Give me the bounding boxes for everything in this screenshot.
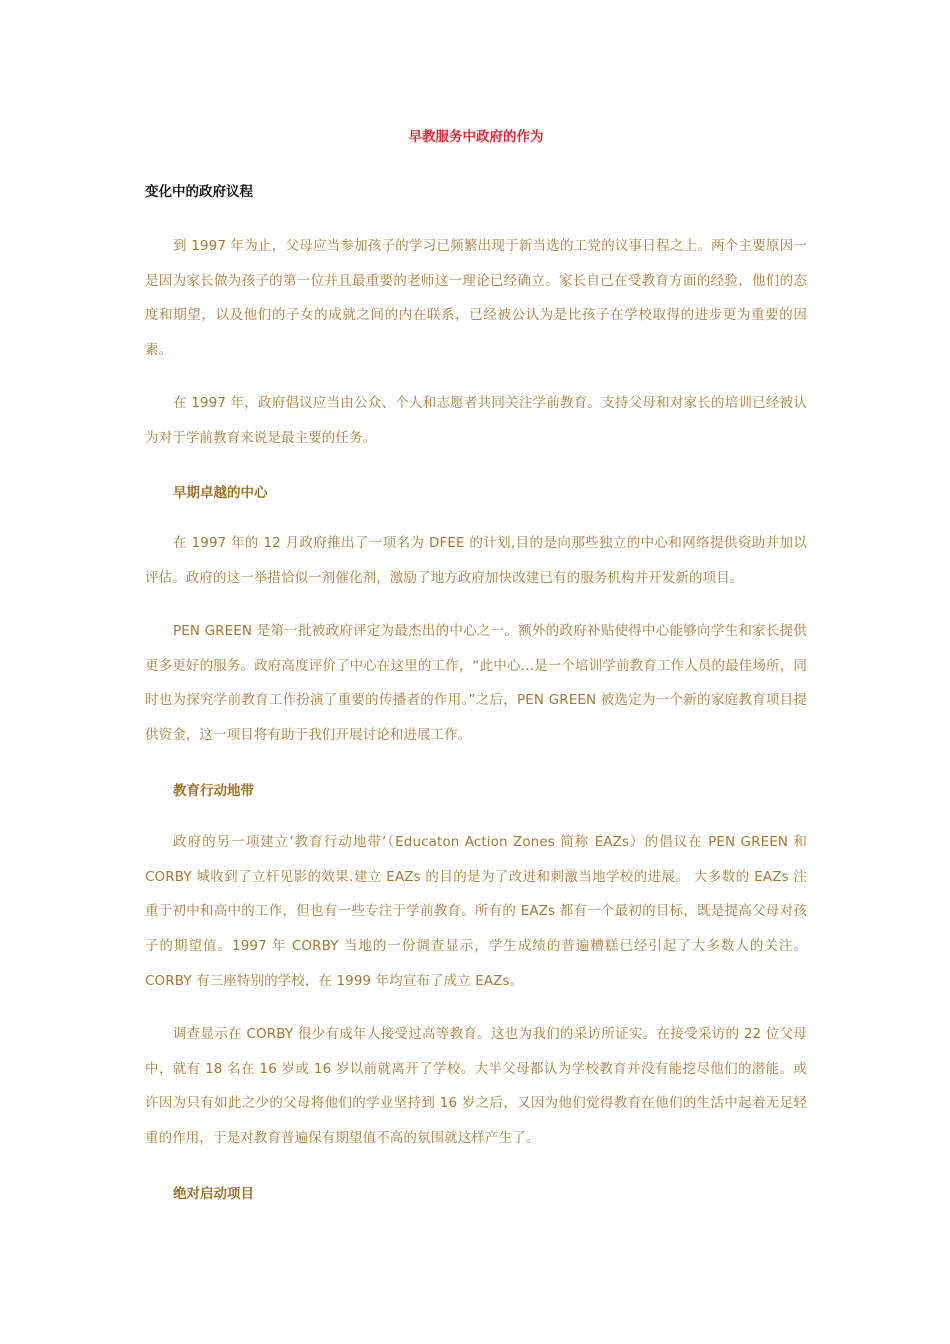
section-heading-changing-agenda: 变化中的政府议程 [145,184,253,200]
paragraph: PEN GREEN 是第一批被政府评定为最杰出的中心之一。额外的政府补贴使得中心能够向学生和家长提供更多更好的服务。政府高度评价了中心在这里的工作，“此中心…是一个培训学前教育工作人员的最佳场所，同时也为探究学前教育工作扮演了重要的传播者的作用。”之后，PEN GREEN 被选定为一个新的家庭教育项目提供资金，这一项目将有助于我们开展讨论和进展工作。 [145,623,807,744]
section-heading-action-zones: 教育行动地带 [173,783,254,799]
paragraph: 在 1997 年的 12 月政府推出了一项名为 DFEE 的计划,目的是向那些独立的中心和网络提供资助并加以评估。政府的这一举措恰似一剂催化剂，激励了地方政府加快改建已有的服务机构并开发新的项目。 [145,535,807,586]
paragraph: 到 1997 年为止，父母应当参加孩子的学习已频繁出现于新当选的工党的议事日程之上。两个主要原因一是因为家长做为孩子的第一位并且最重要的老师这一理论已经确立。家长自己在受教育方面的经验，他们的态度和期望，以及他们的子女的成就之间的内在联系，已经被公认为是比孩子在学校取得的进步更为重要的因素。 [145,238,807,359]
section-heading-sure-start: 绝对启动项目 [173,1186,254,1202]
paragraph: 政府的另一项建立’教育行动地带’（Educaton Action Zones 简称 EAZs）的倡议在 PEN GREEN 和 CORBY 城收到了立杆见影的效果.建立 EAZs 的目的是为了改进和刺激当地学校的进展。 大多数的 EAZs 注重于初中和高中的工作，但也有一些专注于学前教育。所有的 EAZs 都有一个最初的目标，既是提高父母对孩子的期望值。1997 年 CORBY 当地的一份调查显示，学生成绩的普遍糟糕已经引起了大多数人的关注。CORBY 有三座特别的学校，在 1999 年均宣布了成立 EAZs。 [145,834,807,989]
paragraph: 调查显示在 CORBY 很少有成年人接受过高等教育。这也为我们的采访所证实。在接受采访的 22 位父母中，就有 18 名在 16 岁或 16 岁以前就离开了学校。大半父母都认为学校教育并没有能挖尽他们的潜能。或许因为只有如此之少的父母将他们的学业坚持到 16 岁之后，又因为他们觉得教育在他们的生活中起着无足轻重的作用，于是对教育普遍保有期望值不高的氛围就这样产生了。 [145,1026,807,1147]
document-title: 早教服务中政府的作为 [408,129,544,145]
paragraph: 在 1997 年，政府倡议应当由公众、个人和志愿者共同关注学前教育。支持父母和对家长的培训已经被认为对于学前教育来说是最主要的任务。 [145,395,807,446]
section-heading-early-excellence: 早期卓越的中心 [173,485,268,501]
